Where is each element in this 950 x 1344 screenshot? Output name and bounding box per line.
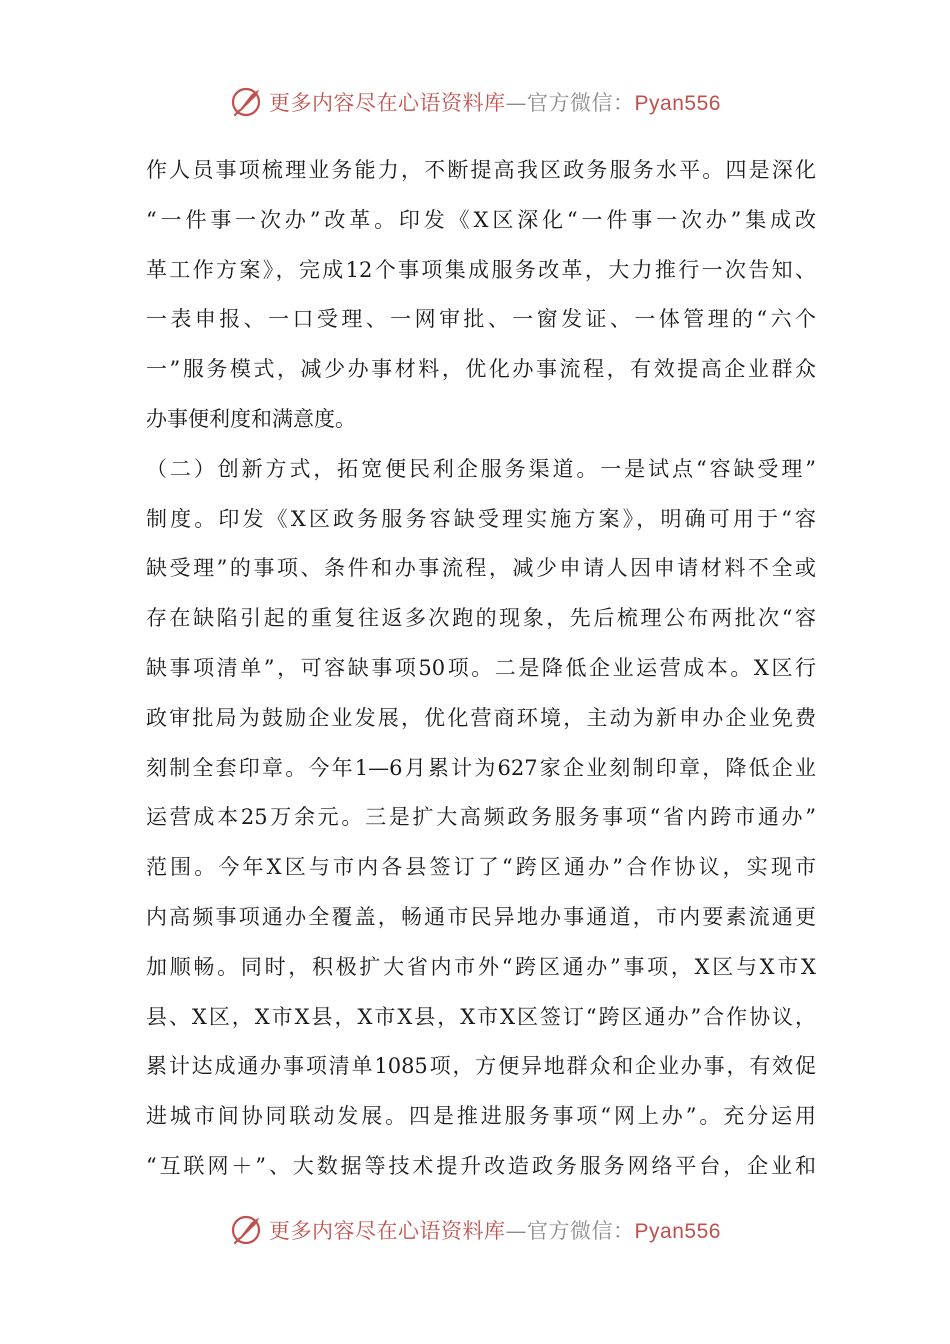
body-line: 缺事项清单”，可容缺事项50项。二是降低企业运营成本。X区行 <box>146 655 816 680</box>
header-watermark-banner <box>0 82 950 122</box>
body-line: 县、X区，X市X县，X市X县，X市X区签订“跨区通办”合作协议， <box>146 1004 816 1029</box>
body-line: 加顺畅。同时，积极扩大省内市外“跨区通办”事项，X区与X市X <box>146 954 816 979</box>
body-line: 内高频事项通办全覆盖，畅通市民异地办事通道，市内要素流通更 <box>146 904 816 929</box>
body-line: 一”服务模式，减少办事材料，优化办事流程，有效提高企业群众 <box>146 357 816 382</box>
body-line: 政审批局为鼓励企业发展，优化营商环境，主动为新申办企业免费 <box>146 705 816 730</box>
body-line: 范围。今年X区与市内各县签订了“跨区通办”合作协议，实现市 <box>146 855 816 880</box>
body-line: 进城市间协同联动发展。四是推进服务事项“网上办”。充分运用 <box>146 1104 816 1129</box>
body-line-section-heading: （二）创新方式，拓宽便民利企服务渠道。一是试点“容缺受理” <box>146 456 816 481</box>
document-body <box>146 146 816 1192</box>
body-line: 作人员事项梳理业务能力，不断提高我区政务服务水平。四是深化 <box>146 158 816 182</box>
body-line: 制度。印发《X区政务服务容缺受理实施方案》，明确可用于“容 <box>146 506 816 531</box>
body-line: “一件事一次办”改革。印发《X区深化“一件事一次办”集成改 <box>146 207 816 232</box>
watermark-text <box>269 1215 721 1245</box>
watermark-wechat-id: Pyan556 <box>634 1220 721 1243</box>
body-line: 缺受理”的事项、条件和办事流程，减少申请人因申请材料不全或 <box>146 556 816 581</box>
body-line: 革工作方案》，完成12个事项集成服务改革，大力推行一次告知、 <box>146 257 816 282</box>
watermark-wechat-label: 官方微信： <box>527 1219 635 1243</box>
quill-pen-logo-icon <box>229 85 263 119</box>
body-line: 存在缺陷引起的重复往返多次跑的现象，先后梳理公布两批次“容 <box>146 606 816 631</box>
footer-watermark-banner <box>0 1210 950 1250</box>
body-line: 运营成本25万余元。三是扩大高频政务服务事项“省内跨市通办” <box>146 805 816 830</box>
watermark-dash: — <box>505 91 528 115</box>
quill-pen-logo-icon <box>229 1213 263 1247</box>
watermark-prefix: 更多内容尽在心语资料库 <box>269 1219 506 1243</box>
body-line: 刻制全套印章。今年1—6月累计为627家企业刻制印章，降低企业 <box>146 755 816 780</box>
body-line: 累计达成通办事项清单1085项，方便异地群众和企业办事，有效促 <box>146 1054 816 1079</box>
body-line: “互联网＋”、大数据等技术提升改造政务服务网络平台，企业和 <box>146 1153 816 1178</box>
watermark-wechat-label: 官方微信： <box>527 91 635 115</box>
watermark-dash: — <box>505 1219 528 1243</box>
body-line: 一表申报、一口受理、一网审批、一窗发证、一体管理的“六个 <box>146 307 816 332</box>
body-line-paragraph-end: 办事便利度和满意度。 <box>146 406 356 431</box>
watermark-text <box>269 87 721 117</box>
watermark-prefix: 更多内容尽在心语资料库 <box>269 91 506 115</box>
watermark-wechat-id: Pyan556 <box>634 92 721 115</box>
